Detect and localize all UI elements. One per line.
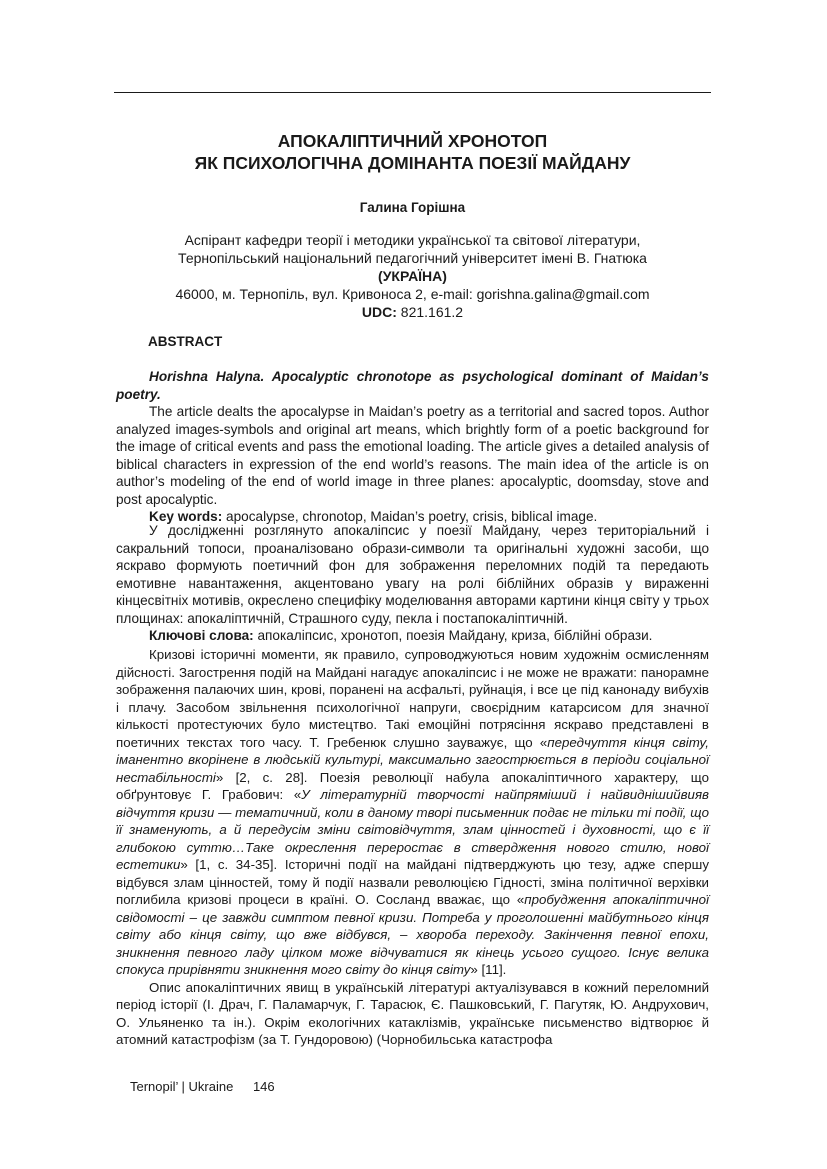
header-rule <box>114 92 711 93</box>
author-name: Галина Горішна <box>359 200 466 215</box>
udc-value: 821.161.2 <box>396 304 464 320</box>
title-line-1: АПОКАЛІПТИЧНИЙ ХРОНОТОП <box>277 131 548 151</box>
affiliation-line-2: Тернопільський національний педагогічний університет імені В. Гнатюка <box>178 250 647 266</box>
article-title <box>114 130 711 174</box>
page-number: 146 <box>252 1079 275 1094</box>
ukrainian-keywords: Ключові слова: апокаліпсис, хронотоп, поезія Майдану, криза, біблійні образи. <box>149 628 653 643</box>
english-title: Horishna Halyna. Apocalyptic chronotope as psychological dominant of Maidan’s poetry. <box>116 369 709 402</box>
english-abstract <box>116 368 709 526</box>
abstract-heading: ABSTRACT <box>148 334 223 349</box>
footer-place: Ternopil’ | Ukraine <box>130 1079 234 1094</box>
affiliation-block <box>114 231 711 321</box>
english-keywords: Key words: apocalypse, chronotop, Maidan’s poetry, crisis, biblical image. <box>149 509 598 524</box>
ukrainian-abstract-text: У дослідженні розглянуто апокаліпсис у поезії Майдану, через територіальний і сакральний топоси, проаналізовано образи-символи та оригінальні художні засоби, що яскраво формують поетичний фон для зображення переломних подій та передають емотивне навантаження, акцентовано увагу на ролі біблійних образів у вираженні кінцесвітніх мотивів, окреслено специфіку моделювання авторами картини кінця світу у трьох площинах: апокаліптичній, Страшного суду, пекла і постапокаліптичній. <box>116 523 709 626</box>
body-paragraph-1: Кризові історичні моменти, як правило, супроводжуються новим художнім осмисленням дійсності. Загострення подій на Майдані нагадує апокаліпсис і не може не вражати: панорамне зображення палаючих шин, крові, поранені на асфальті, руйнація, і все це під канонаду вибухів і плачу. Засобом звільнення психологічної напруги, своєрідним катарсисом для значної кількості протестуючих було мистецтво. Такі емоційні потрясіння яскраво представлені в поетичних текстах того часу. Т. Гребенюк слушно зауважує, що «передчуття кінця світу, іманентно вкорінене в людській культурі, максимально загострюється в періоди соціальної нестабільності» [2, с. 28]. Поезія революції набула апокаліптичного характеру, що обґрунтовує Г. Грабович: «У літературній творчості найпряміший і найвиднішийвияв відчуття кризи — тематичний, коли в даному творі письменник подає не тільки ті події, що її знаменують, а й передусім зміни світовідчуття, злам цінностей і духовності, що є її глибокою суттю…Таке окреслення переростає в ствердження нового стилю, нової естетики» [1, с. 34-35]. Історичні події на майдані підтверджують цю тезу, адже спершу відбувся злам цінностей, тому й події назвали революцією Гідності, зміна політичної верхівки поглибила кризові процеси в країні. О. Сосланд вважає, що «пробудження апокаліптичної свідомості – це завжди симптом певної кризи. Потреба у проголошенні майбутнього кінця світу або кінця світу, що вже відбувся, – хвороба переходу. Закінчення певної епохи, зникнення певного ладу цілком може відчуватися як кінець усього сущого. Існує велика спокуса прирівняти зникнення мого світу до кінця світу» [11]. <box>116 647 709 977</box>
body-paragraph-2: Опис апокаліптичних явищ в українській літературі актуалізувався в кожний переломний період історії (І. Драч, Г. Паламарчук, Г. Тарасюк, Є. Пашковський, Г. Пагутяк, Ю. Андрухович, О. Ульяненко та ін.). Окрім екологічних катаклізмів, українське письменство відтворює й атомний катастрофізм (за Т. Гундоровою) (Чорнобильська катастрофа <box>116 979 709 1047</box>
address-email: 46000, м. Тернопіль, вул. Кривоноса 2, e-mail: gorishna.galina@gmail.com <box>175 286 650 302</box>
udc <box>114 303 711 321</box>
ukrainian-abstract <box>116 522 709 645</box>
country: (УКРАЇНА) <box>378 268 447 284</box>
page-footer <box>130 1079 291 1094</box>
udc-label: UDC: <box>361 304 397 320</box>
english-abstract-text: The article dealts the apocalypse in Maidan’s poetry as a territorial and sacred topos. Author analyzed images-symbols and original art means, which brightly form of a poetic background for the image of critical events and pass the emotional loading. The article gives a detailed analysis of biblical characters in expression of the end world’s reasons. The main idea of the article is on author’s modeling of the end of world image in three planes: apocalyptic, doomsday, stove and post apocalyptic. <box>116 404 709 507</box>
title-line-2: ЯК ПСИХОЛОГІЧНА ДОМІНАНТА ПОЕЗІЇ МАЙДАНУ <box>194 153 631 173</box>
article-body <box>116 646 709 1049</box>
affiliation-line-1: Аспірант кафедри теорії і методики української та світової літератури, <box>184 232 641 248</box>
